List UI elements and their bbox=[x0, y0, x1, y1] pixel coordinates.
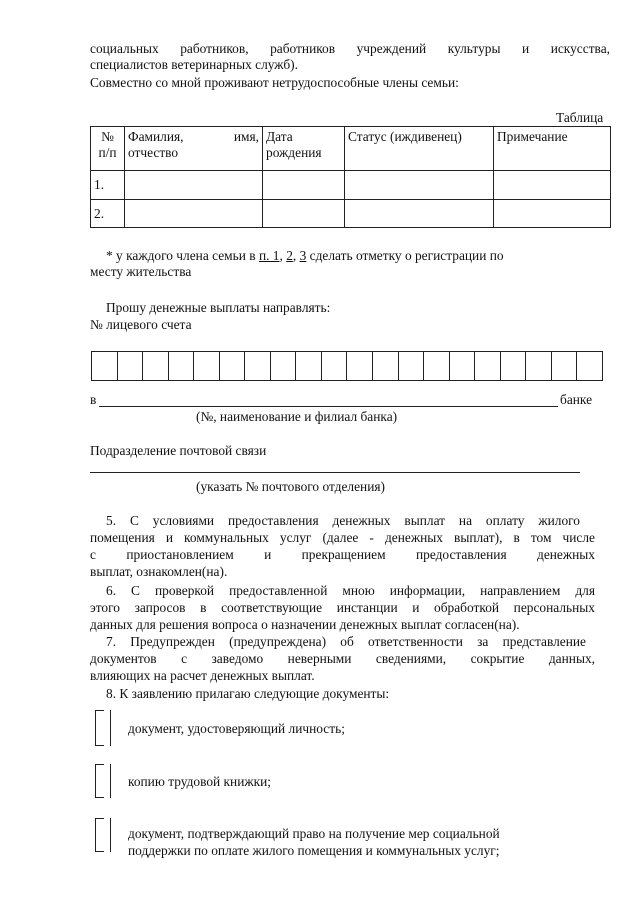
document-checkbox[interactable] bbox=[95, 818, 111, 852]
table-row bbox=[91, 200, 611, 228]
row-date-cell[interactable] bbox=[263, 171, 345, 200]
row-status-cell[interactable] bbox=[345, 171, 494, 200]
row-note-cell[interactable] bbox=[494, 171, 611, 200]
account-digit-box[interactable] bbox=[424, 352, 450, 380]
footnote-link-p2[interactable]: 2 bbox=[286, 248, 293, 263]
item-7-line-1: 7. Предупрежден (предупреждена) об ответственности за представление bbox=[106, 634, 586, 649]
bank-hint: (№, наименование и филиал банка) bbox=[196, 409, 398, 424]
bank-name-line[interactable] bbox=[99, 406, 558, 407]
document-checkbox[interactable] bbox=[95, 764, 111, 798]
header-name-line-1 bbox=[128, 129, 259, 145]
item-5-line-2: помещения и коммунальных услуг (далее - денежных выплат), в том числе bbox=[90, 530, 595, 545]
header-date-line-1: Дата bbox=[266, 129, 293, 144]
item-5-line-4: выплат, ознакомлен(на). bbox=[90, 564, 228, 579]
bank-suffix: банке bbox=[560, 392, 593, 407]
account-digit-box[interactable] bbox=[118, 352, 144, 380]
item-5-line-3: с приостановлением и прекращением предоставления денежных bbox=[90, 547, 595, 562]
header-name-word-2: имя, bbox=[233, 129, 259, 144]
row-num: 2. bbox=[91, 200, 125, 228]
row-name-cell[interactable] bbox=[125, 171, 263, 200]
account-digit-box[interactable] bbox=[475, 352, 501, 380]
footnote-sep: , bbox=[292, 248, 300, 263]
row-name-cell[interactable] bbox=[125, 200, 263, 228]
header-name-line-2: отчество bbox=[128, 145, 179, 160]
row-num: 1. bbox=[91, 171, 125, 200]
account-digit-box[interactable] bbox=[322, 352, 348, 380]
account-digit-box[interactable] bbox=[296, 352, 322, 380]
account-digit-box[interactable] bbox=[194, 352, 220, 380]
item-7-line-2: документов с заведомо неверными сведениями, сокрытие данных, bbox=[90, 651, 595, 666]
table-caption: Таблица bbox=[556, 110, 604, 125]
footnote-sep: , bbox=[279, 248, 287, 263]
header-name bbox=[125, 127, 263, 171]
footnote-suffix: сделать отметку о регистрации по bbox=[306, 248, 504, 263]
account-digit-box[interactable] bbox=[169, 352, 195, 380]
document-label: документ, удостоверяющий личность; bbox=[128, 721, 345, 736]
row-status-cell[interactable] bbox=[345, 200, 494, 228]
family-table bbox=[90, 126, 611, 228]
account-digit-box[interactable] bbox=[399, 352, 425, 380]
table-row bbox=[91, 171, 611, 200]
account-digit-box[interactable] bbox=[271, 352, 297, 380]
item-6-line-1: 6. С проверкой предоставленной мною информации, направлением для bbox=[106, 583, 595, 598]
row-date-cell[interactable] bbox=[263, 200, 345, 228]
account-digit-box[interactable] bbox=[220, 352, 246, 380]
item-6-line-3: данных для решения вопроса о назначении денежных выплат согласен(на). bbox=[90, 617, 520, 632]
document-label-line-2: поддержки по оплате жилого помещения и коммунальных услуг; bbox=[128, 843, 500, 858]
account-digit-box[interactable] bbox=[143, 352, 169, 380]
item-8-heading: 8. К заявлению прилагаю следующие документы: bbox=[106, 686, 390, 701]
post-hint: (указать № почтового отделения) bbox=[196, 479, 385, 494]
item-5-line-1: 5. С условиями предоставления денежных выплат на оплату жилого bbox=[106, 513, 580, 528]
footnote-link-p3[interactable]: 3 bbox=[299, 248, 307, 263]
intro-line-1: социальных работников, работников учреждений культуры и искусства, bbox=[90, 41, 610, 56]
account-digit-box[interactable] bbox=[92, 352, 118, 380]
intro-line-3: Совместно со мной проживают нетрудоспособные члены семьи: bbox=[90, 75, 459, 90]
post-office-line[interactable] bbox=[90, 472, 580, 473]
item-7-line-3: влияющих на расчет денежных выплат. bbox=[90, 668, 315, 683]
footnote-line-1 bbox=[106, 248, 504, 264]
document-label: копию трудовой книжки; bbox=[128, 774, 272, 789]
footnote-prefix: * у каждого члена семьи в bbox=[106, 248, 259, 263]
header-num bbox=[91, 127, 125, 171]
header-date bbox=[263, 127, 345, 171]
footnote-line-2: месту жительства bbox=[90, 264, 192, 279]
account-label: № лицевого счета bbox=[90, 317, 192, 332]
account-digit-box[interactable] bbox=[577, 352, 602, 380]
account-digit-box[interactable] bbox=[347, 352, 373, 380]
post-label: Подразделение почтовой связи bbox=[90, 443, 267, 458]
account-digit-box[interactable] bbox=[526, 352, 552, 380]
account-digit-box[interactable] bbox=[552, 352, 578, 380]
header-date-line-2: рождения bbox=[266, 145, 322, 160]
item-6-line-2: этого запросов в соответствующие инстанции и обработкой персональных bbox=[90, 600, 595, 615]
header-num-line-1: № bbox=[101, 129, 114, 144]
account-digit-box[interactable] bbox=[245, 352, 271, 380]
bank-prefix: в bbox=[90, 392, 97, 407]
account-digit-box[interactable] bbox=[501, 352, 527, 380]
footnote-link-p1[interactable]: п. 1 bbox=[258, 248, 280, 263]
document-label-line-1: документ, подтверждающий право на получение мер социальной bbox=[128, 826, 500, 841]
header-name-word-1: Фамилия, bbox=[128, 129, 184, 144]
document-checkbox[interactable] bbox=[95, 710, 111, 746]
account-digit-box[interactable] bbox=[373, 352, 399, 380]
payment-request: Прошу денежные выплаты направлять: bbox=[106, 300, 331, 315]
header-status: Статус (иждивенец) bbox=[345, 127, 494, 171]
account-number-boxes[interactable] bbox=[91, 351, 603, 381]
account-digit-box[interactable] bbox=[450, 352, 476, 380]
header-note: Примечание bbox=[494, 127, 611, 171]
row-note-cell[interactable] bbox=[494, 200, 611, 228]
intro-line-2: специалистов ветеринарных служб). bbox=[90, 57, 298, 72]
header-num-line-2: п/п bbox=[98, 145, 117, 160]
table-header-row bbox=[91, 127, 611, 171]
